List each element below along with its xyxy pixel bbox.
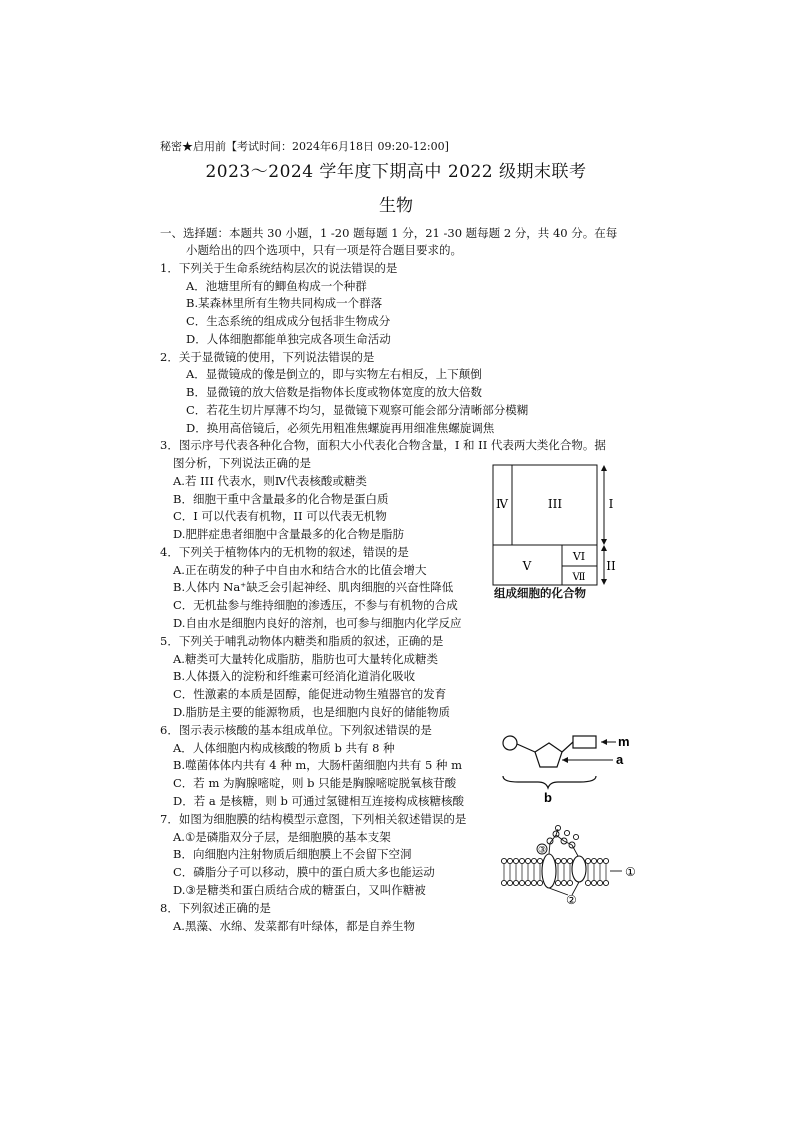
q7-option-d: D.③是糖类和蛋白质结合成的糖蛋白，又叫作糖被 — [173, 883, 426, 897]
exam-title: 2023～2024 学年度下期高中 2022 级期末联考 — [205, 162, 587, 182]
q5-option-a: A.糖类可大量转化成脂肪，脂肪也可大量转化成糖类 — [173, 652, 438, 666]
label-3: ③ — [537, 845, 547, 856]
q2-option-a: A．显微镜成的像是倒立的，即与实物左右相反，上下颠倒 — [186, 367, 482, 381]
label-i: I — [608, 497, 614, 511]
q4-option-d: D.自由水是细胞内良好的溶剂，也可参与细胞内化学反应 — [173, 616, 462, 630]
section-line-2: 小题给出的四个选项中，只有一项是符合题目要求的。 — [186, 243, 462, 257]
q5-option-d: D.脂肪是主要的能源物质，也是细胞内良好的储能物质 — [173, 705, 450, 719]
compounds-outer-box — [493, 465, 597, 585]
arrow-a-head — [562, 757, 568, 763]
q6-option-b: B.噬菌体体内共有 4 种 m，大肠杆菌细胞内共有 5 种 m — [173, 758, 462, 772]
label-v: V — [522, 559, 532, 573]
exam-header: 秘密★启用前【考试时间：2024年6月18日 09:20-12:00] — [160, 140, 449, 153]
q7-stem: 7．如图为细胞膜的结构模型示意图，下列相关叙述错误的是 — [160, 812, 467, 826]
q2-option-b: B．显微镜的放大倍数是指物体长度或物体宽度的放大倍数 — [186, 385, 482, 399]
brace-b — [503, 776, 596, 788]
membrane-protein-1 — [542, 854, 556, 888]
arrow-m-head — [601, 739, 607, 745]
label-ii: II — [606, 559, 616, 573]
q1-option-c: C．生态系统的组成成分包括非生物成分 — [186, 314, 391, 328]
label-iv: Ⅳ — [496, 497, 508, 511]
q3-stem-2: 图分析，下列说法正确的是 — [173, 456, 311, 470]
membrane-protein-2 — [572, 856, 586, 882]
q5-stem: 5．下列关于哺乳动物体内糖类和脂质的叙述，正确的是 — [160, 634, 444, 648]
bracket-i-arrow-up — [601, 465, 607, 471]
label-vi: VI — [572, 550, 586, 563]
q8-stem: 8．下列叙述正确的是 — [160, 901, 271, 915]
q7-option-c: C．磷脂分子可以移动，膜中的蛋白质大多也能运动 — [173, 865, 435, 879]
q3-option-b: B．细胞干重中含量最多的化合物是蛋白质 — [173, 492, 389, 506]
bracket-ii-arrow-down — [601, 579, 607, 585]
compounds-figure — [490, 460, 620, 600]
phosphate-link — [517, 744, 535, 752]
section-line-1: 一、选择题：本题共 30 小题，1 -20 题每题 1 分，21 -30 题每题 2 分，共 40 分。在每 — [160, 226, 618, 240]
q2-stem: 2．关于显微镜的使用，下列说法错误的是 — [160, 350, 375, 364]
q5-option-b: B.人体摄入的淀粉和纤维素可经消化道消化吸收 — [173, 669, 416, 683]
base-rect — [573, 736, 596, 748]
q5-option-c: C．性激素的本质是固醇，能促进动物生殖器官的发育 — [173, 687, 447, 701]
label-iii: III — [547, 497, 563, 511]
label-2: ② — [566, 893, 577, 907]
phosphate-circle — [503, 736, 517, 750]
q7-option-a: A.①是磷脂双分子层，是细胞膜的基本支架 — [173, 830, 391, 844]
q1-option-a: A．池塘里所有的鲫鱼构成一个种群 — [186, 279, 367, 293]
bracket-ii-arrow-up — [601, 545, 607, 551]
q2-option-d: D．换用高倍镜后，必须先用粗准焦螺旋再用细准焦螺旋调焦 — [186, 421, 495, 435]
q3-option-d: D.肥胖症患者细胞中含量最多的化合物是脂肪 — [173, 527, 404, 541]
q3-stem-1: 3．图示序号代表各种化合物，面积大小代表化合物含量，I 和 II 代表两大类化合物。据 — [160, 438, 606, 452]
nucleotide-figure — [498, 730, 638, 810]
q6-option-a: A．人体细胞内构成核酸的物质 b 共有 8 种 — [173, 741, 395, 755]
q1-option-d: D．人体细胞都能单独完成各项生命活动 — [186, 332, 391, 346]
q1-stem: 1．下列关于生命系统结构层次的说法错误的是 — [160, 261, 398, 275]
q4-option-a: A.正在萌发的种子中自由水和结合水的比值会增大 — [173, 563, 427, 577]
membrane-figure — [498, 825, 638, 905]
q3-option-a: A.若 III 代表水，则Ⅳ代表核酸或糖类 — [173, 474, 367, 488]
label-m: m — [618, 734, 630, 749]
compounds-caption: 组成细胞的化合物 — [494, 586, 586, 600]
bracket-i-arrow-down — [601, 539, 607, 545]
q4-option-b: B.人体内 Na⁺缺乏会引起神经、肌肉细胞的兴奋性降低 — [173, 580, 454, 594]
q6-option-d: D．若 a 是核糖，则 b 可通过氢键相互连接构成核糖核酸 — [173, 794, 465, 808]
exam-subject: 生物 — [379, 196, 413, 216]
q7-option-b: B．向细胞内注射物质后细胞膜上不会留下空洞 — [173, 847, 412, 861]
label-b: b — [544, 790, 552, 805]
q4-option-c: C．无机盐参与维持细胞的渗透压，不参与有机物的合成 — [173, 598, 458, 612]
sugar-pentagon — [535, 743, 562, 767]
label-vii: Ⅶ — [572, 572, 586, 583]
q3-option-c: C．I 可以代表有机物，II 可以代表无机物 — [173, 509, 387, 523]
q2-option-c: C．若花生切片厚薄不均匀，显微镜下观察可能会部分清晰部分模糊 — [186, 403, 529, 417]
q1-option-b: B.某森林里所有生物共同构成一个群落 — [186, 296, 383, 310]
label-1: ① — [625, 865, 636, 879]
q6-stem: 6．图示表示核酸的基本组成单位。下列叙述错误的是 — [160, 723, 432, 737]
base-link — [562, 742, 573, 752]
label-a: a — [616, 752, 624, 767]
glycoprotein-chain — [547, 825, 579, 856]
q6-option-c: C．若 m 为胸腺嘧啶，则 b 只能是胸腺嘧啶脱氧核苷酸 — [173, 776, 457, 790]
q4-stem: 4．下列关于植物体内的无机物的叙述，错误的是 — [160, 545, 409, 559]
q8-option-a: A.黑藻、水绵、发菜都有叶绿体，都是自养生物 — [173, 919, 415, 933]
